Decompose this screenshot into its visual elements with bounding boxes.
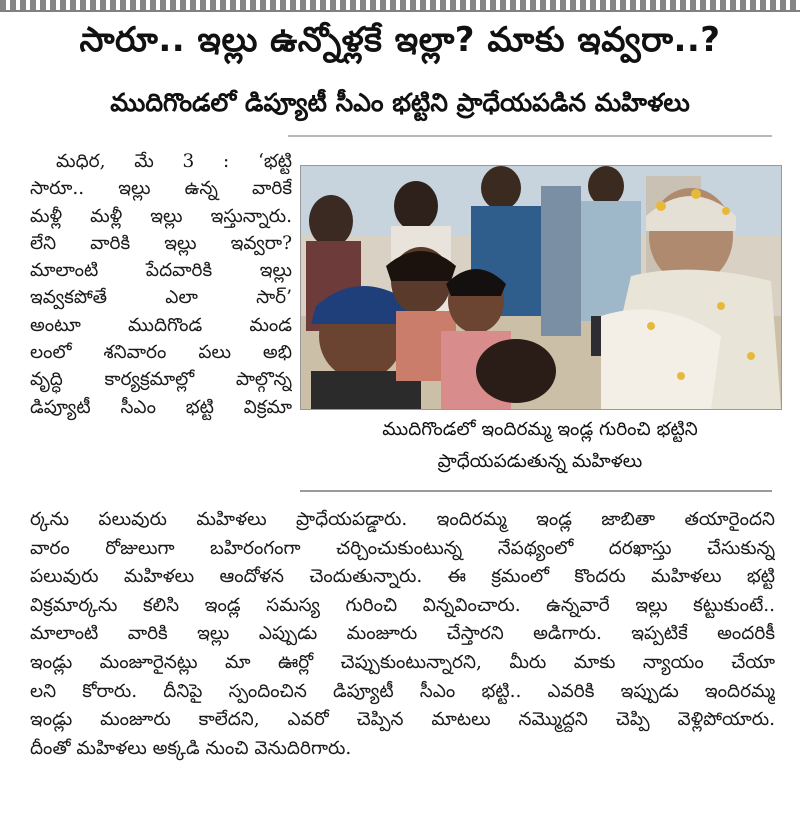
subheadline-divider — [288, 135, 772, 137]
caption-divider — [300, 490, 772, 492]
text-line: లంలో శనివారం పలు అభి — [30, 342, 292, 364]
previous-article-cut-edge — [0, 0, 800, 12]
text-line: మాలాంటి వారికి ఇల్లు ఎప్పుడు మంజూరు చేస్తారని అడిగారు. ఇప్పటికే అందరికీ — [30, 623, 775, 645]
text-line: లని కోరారు. దీనిపై స్పందించిన డిప్యూటీ సీఎం భట్టి.. ఎవరికి ఇప్పుడు ఇందిరమ్మ — [30, 680, 775, 702]
caption-line: ముదిగొండలో ఇందిరమ్మ ఇండ్ల గురించి భట్టిని — [382, 419, 698, 440]
text-line: దీంతో మహిళలు అక్కడి నుంచి వెనుదిరిగారు. — [30, 737, 352, 759]
photo-caption — [300, 414, 780, 484]
article-body — [30, 506, 775, 763]
caption-line: ప్రాధేయపడుతున్న మహిళలు — [437, 451, 643, 472]
subheadline: ముదిగొండలో డిప్యూటీ సీఎం భట్టిని ప్రాధేయపడిన మహిళలు — [110, 88, 690, 117]
photo-illustration — [301, 166, 781, 409]
text-line: ర్కను పలువురు మహిళలు ప్రాధేయపడ్డారు. ఇందిరమ్మ ఇండ్ల జాబితా తయారైందని — [30, 509, 775, 530]
headline: సారూ.. ఇల్లు ఉన్నోళ్లకే ఇల్లా? మాకు ఇవ్వరా..? — [79, 20, 721, 60]
text-line: పలువురు మహిళలు ఆందోళన చెందుతున్నారు. ఈ క్రమంలో కొందరు మహిళలు భట్టి — [30, 566, 775, 588]
text-line: ఇండ్లు మంజూరైనట్లు మా ఊర్లో చెప్పుకుంటున్నారని, మీరు మాకు న్యాయం చేయా — [30, 651, 775, 673]
text-line: వృద్ధి కార్యక్రమాల్లో పాల్గొన్న — [30, 369, 292, 391]
text-line: అంటూ ముదిగొండ మండ — [30, 314, 292, 336]
text-line: సారూ.. ఇల్లు ఉన్న వారికే — [30, 178, 292, 200]
text-line: లేని వారికి ఇల్లు ఇవ్వరా? — [30, 232, 292, 254]
text-line: మధిర, మే 3 : ‘భట్టి — [56, 151, 292, 172]
text-line: వారం రోజులుగా బహిరంగంగా చర్చించుకుంటున్న నేపథ్యంలో దరఖాస్తు చేసుకున్న — [30, 537, 775, 559]
article-left-column — [30, 148, 292, 421]
text-line: మాలాంటి పేదవారికి ఇల్లు — [30, 260, 292, 282]
news-photo — [300, 165, 782, 410]
text-line: ఇవ్వకపోతే ఎలా సార్’ — [30, 287, 292, 309]
text-line: డిప్యూటీ సీఎం భట్టి విక్రమా — [30, 396, 292, 418]
text-line: ఇండ్లు మంజూరు కాలేదని, ఎవరో చెప్పిన మాటలు నమ్మొద్దని చెప్పి వెళ్లిపోయారు. — [30, 709, 775, 731]
text-line: విక్రమార్కను కలిసి ఇండ్ల సమస్య గురించి విన్నవించారు. ఉన్నవారే ఇల్లు కట్టుకుంటే.. — [30, 594, 775, 616]
text-line: మళ్లీ మళ్లీ ఇల్లు ఇస్తున్నారు. — [30, 205, 292, 227]
